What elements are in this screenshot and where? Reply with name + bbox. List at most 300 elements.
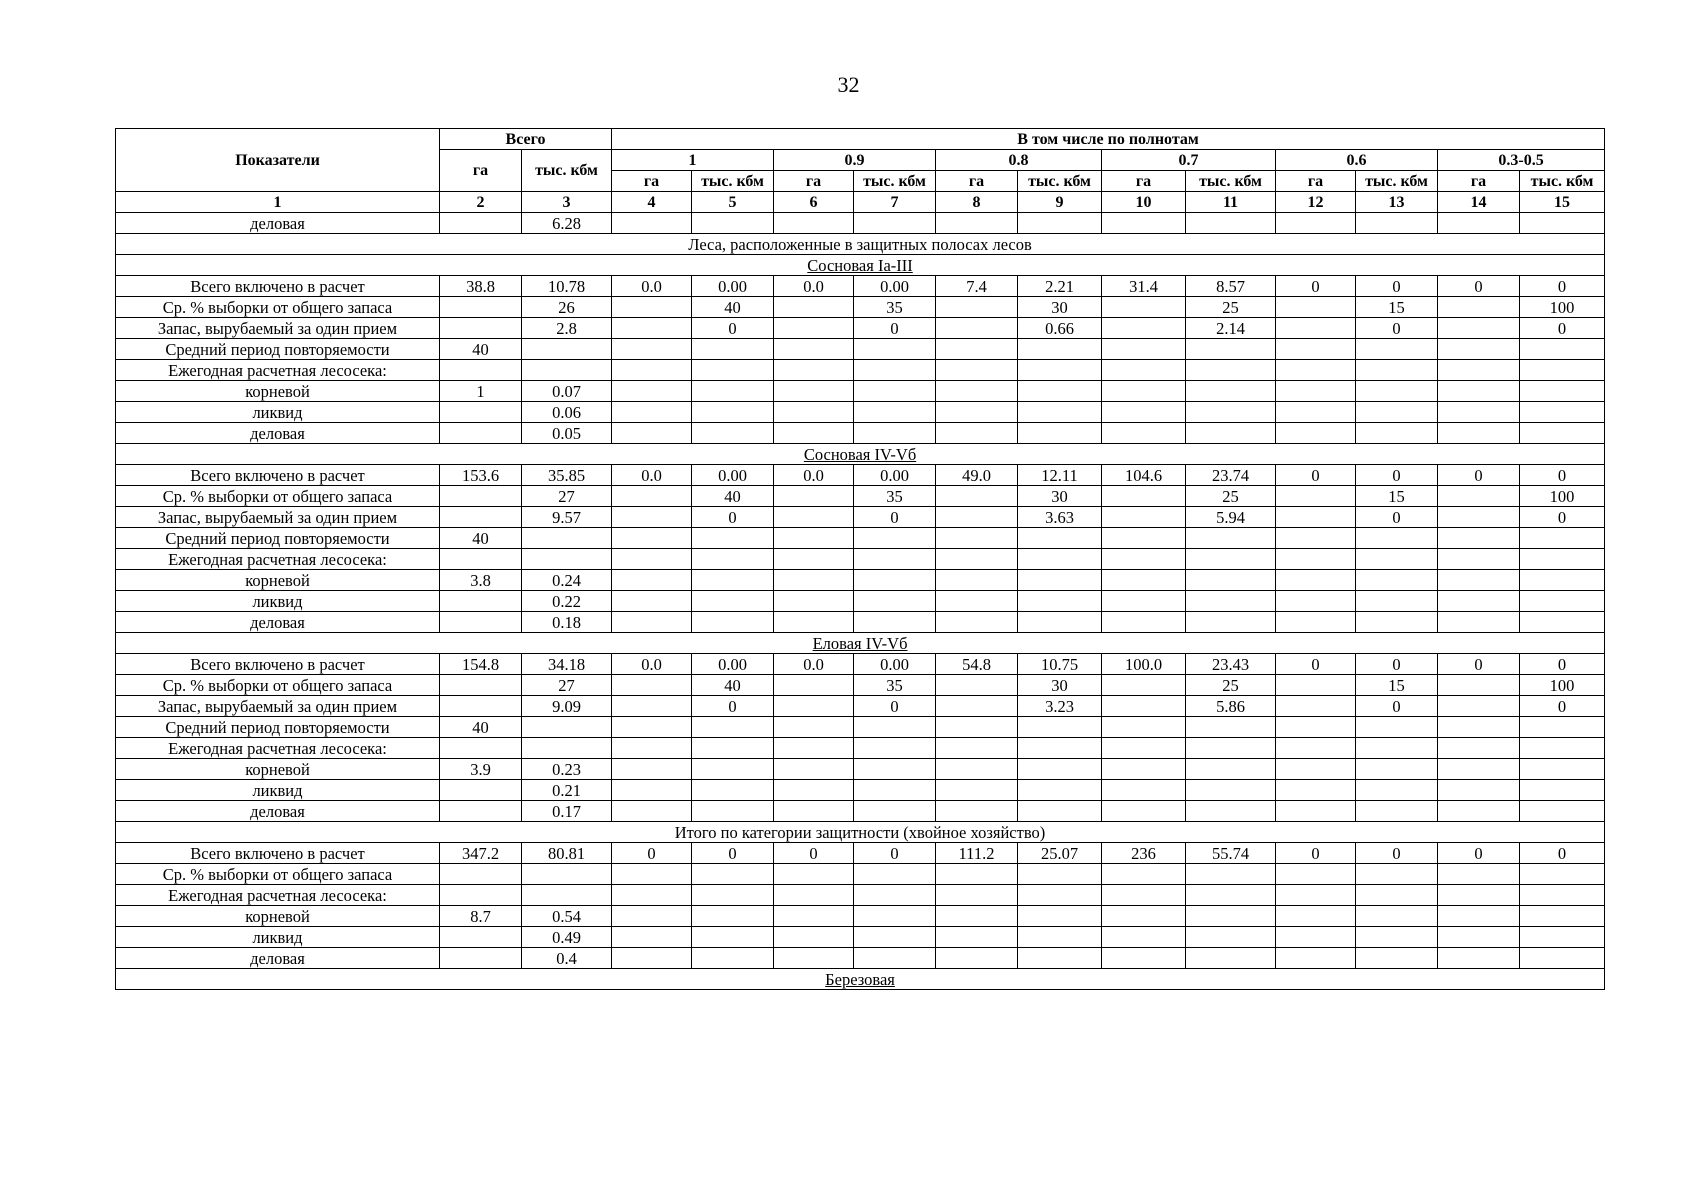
table-cell: 0	[692, 843, 774, 864]
header-total: Всего	[440, 129, 612, 150]
table-cell	[1102, 801, 1186, 822]
table-cell: 0.54	[522, 906, 612, 927]
table-cell: 25	[1186, 297, 1276, 318]
table-cell	[612, 213, 692, 234]
table-cell	[1520, 927, 1605, 948]
table-cell	[440, 612, 522, 633]
table-cell	[612, 381, 692, 402]
table-cell	[1018, 948, 1102, 969]
table-cell	[1186, 570, 1276, 591]
row-label: Ежегодная расчетная лесосека:	[116, 360, 440, 381]
row-label: Запас, вырубаемый за один прием	[116, 696, 440, 717]
table-cell	[936, 549, 1018, 570]
table-cell: 40	[692, 486, 774, 507]
table-row	[116, 423, 1605, 444]
table-row	[116, 759, 1605, 780]
table-cell	[854, 759, 936, 780]
table-cell	[1356, 885, 1438, 906]
table-cell	[854, 864, 936, 885]
table-cell	[854, 780, 936, 801]
table-cell	[612, 612, 692, 633]
table-cell	[774, 339, 854, 360]
table-cell: 34.18	[522, 654, 612, 675]
table-cell	[1520, 591, 1605, 612]
table-cell	[1520, 549, 1605, 570]
table-cell	[1186, 360, 1276, 381]
table-cell	[692, 738, 774, 759]
table-cell	[1018, 381, 1102, 402]
table-cell	[774, 948, 854, 969]
row-label: Запас, вырубаемый за один прием	[116, 507, 440, 528]
table-cell: 0.17	[522, 801, 612, 822]
table-cell: 0.05	[522, 423, 612, 444]
table-cell	[854, 591, 936, 612]
table-row	[116, 486, 1605, 507]
section-row	[116, 255, 1605, 276]
table-cell	[440, 486, 522, 507]
table-cell	[1520, 528, 1605, 549]
table-row	[116, 360, 1605, 381]
table-cell: 23.43	[1186, 654, 1276, 675]
table-cell	[692, 885, 774, 906]
table-cell: 9.57	[522, 507, 612, 528]
table-cell	[774, 402, 854, 423]
table-cell	[1356, 570, 1438, 591]
table-cell	[774, 507, 854, 528]
table-cell: 6.28	[522, 213, 612, 234]
table-cell: 0.0	[612, 465, 692, 486]
table-cell	[440, 675, 522, 696]
row-label: ликвид	[116, 402, 440, 423]
table-cell	[1102, 759, 1186, 780]
table-cell	[692, 780, 774, 801]
column-number: 2	[440, 192, 522, 213]
table-cell	[936, 528, 1018, 549]
table-cell	[612, 717, 692, 738]
table-cell	[1438, 675, 1520, 696]
table-cell: 40	[692, 297, 774, 318]
table-cell	[1102, 297, 1186, 318]
header-ha: га	[612, 171, 692, 192]
table-cell	[522, 339, 612, 360]
table-cell	[936, 360, 1018, 381]
table-cell	[1438, 801, 1520, 822]
table-cell: 0	[1356, 465, 1438, 486]
table-cell	[1520, 339, 1605, 360]
table-cell	[1102, 717, 1186, 738]
table-cell	[1438, 717, 1520, 738]
table-cell	[1438, 402, 1520, 423]
table-cell: 100	[1520, 486, 1605, 507]
table-cell: 0.0	[774, 465, 854, 486]
table-cell: 0	[1520, 843, 1605, 864]
row-label: Всего включено в расчет	[116, 654, 440, 675]
column-number: 3	[522, 192, 612, 213]
table-cell	[936, 591, 1018, 612]
table-row	[116, 738, 1605, 759]
table-cell	[522, 864, 612, 885]
section-title: Итого по категории защитности (хвойное хозяйство)	[116, 822, 1605, 843]
table-cell: 104.6	[1102, 465, 1186, 486]
table-cell	[612, 780, 692, 801]
table-cell	[692, 591, 774, 612]
row-label: Ежегодная расчетная лесосека:	[116, 549, 440, 570]
table-cell	[1356, 423, 1438, 444]
column-number: 9	[1018, 192, 1102, 213]
table-cell	[1018, 801, 1102, 822]
table-cell	[1102, 318, 1186, 339]
table-cell	[936, 297, 1018, 318]
row-label: деловая	[116, 612, 440, 633]
table-cell	[854, 948, 936, 969]
table-cell	[1102, 696, 1186, 717]
row-label: корневой	[116, 570, 440, 591]
table-cell	[692, 612, 774, 633]
header-ha: га	[1276, 171, 1356, 192]
table-cell	[1102, 864, 1186, 885]
table-cell	[692, 759, 774, 780]
forest-cutting-table	[115, 128, 1605, 990]
table-cell	[1520, 570, 1605, 591]
table-cell	[774, 528, 854, 549]
table-row	[116, 402, 1605, 423]
table-cell: 154.8	[440, 654, 522, 675]
row-label: ликвид	[116, 591, 440, 612]
table-cell	[1438, 213, 1520, 234]
table-cell: 0	[692, 318, 774, 339]
table-row	[116, 675, 1605, 696]
table-cell	[1438, 339, 1520, 360]
table-cell	[612, 675, 692, 696]
table-cell: 0	[1520, 276, 1605, 297]
table-cell	[522, 885, 612, 906]
row-label: деловая	[116, 948, 440, 969]
table-cell	[612, 402, 692, 423]
table-cell: 0.06	[522, 402, 612, 423]
table-cell	[1520, 717, 1605, 738]
table-cell	[854, 381, 936, 402]
table-cell	[692, 528, 774, 549]
table-cell	[1438, 297, 1520, 318]
table-cell	[774, 738, 854, 759]
table-cell: 0	[1520, 318, 1605, 339]
table-cell: 38.8	[440, 276, 522, 297]
table-cell: 0	[1276, 843, 1356, 864]
table-cell	[936, 612, 1018, 633]
table-cell	[612, 906, 692, 927]
table-cell	[1018, 864, 1102, 885]
table-cell	[692, 402, 774, 423]
column-number: 11	[1186, 192, 1276, 213]
table-cell	[612, 549, 692, 570]
table-cell: 0	[854, 696, 936, 717]
table-cell	[774, 486, 854, 507]
column-number: 4	[612, 192, 692, 213]
table-cell: 35	[854, 297, 936, 318]
table-cell	[1438, 927, 1520, 948]
table-cell	[1018, 759, 1102, 780]
row-label: Запас, вырубаемый за один прием	[116, 318, 440, 339]
table-cell	[936, 318, 1018, 339]
table-cell: 0	[1356, 843, 1438, 864]
table-cell	[854, 339, 936, 360]
table-cell	[1276, 591, 1356, 612]
table-cell	[1356, 528, 1438, 549]
table-row	[116, 549, 1605, 570]
table-cell	[1186, 927, 1276, 948]
table-cell: 9.09	[522, 696, 612, 717]
table-cell	[1276, 297, 1356, 318]
table-cell	[774, 864, 854, 885]
table-cell	[1356, 549, 1438, 570]
table-row	[116, 465, 1605, 486]
header-ha: га	[1102, 171, 1186, 192]
table-cell	[1520, 780, 1605, 801]
table-cell	[854, 885, 936, 906]
table-cell	[1276, 696, 1356, 717]
table-cell: 0	[1520, 465, 1605, 486]
table-cell	[1102, 360, 1186, 381]
table-cell	[1356, 339, 1438, 360]
table-cell	[1102, 675, 1186, 696]
table-cell	[692, 213, 774, 234]
table-cell: 0.18	[522, 612, 612, 633]
table-cell	[854, 927, 936, 948]
table-cell	[1520, 906, 1605, 927]
table-cell	[1018, 906, 1102, 927]
table-cell: 15	[1356, 297, 1438, 318]
table-cell	[1186, 780, 1276, 801]
table-row	[116, 612, 1605, 633]
table-cell	[612, 339, 692, 360]
header-ha: га	[774, 171, 854, 192]
table-cell: 100	[1520, 675, 1605, 696]
table-row	[116, 780, 1605, 801]
table-cell: 30	[1018, 297, 1102, 318]
column-number: 1	[116, 192, 440, 213]
table-cell: 153.6	[440, 465, 522, 486]
table-cell	[1276, 780, 1356, 801]
table-cell	[1356, 717, 1438, 738]
table-cell: 0	[1276, 654, 1356, 675]
table-cell	[692, 801, 774, 822]
table-cell	[1186, 717, 1276, 738]
row-label: Ежегодная расчетная лесосека:	[116, 738, 440, 759]
table-cell	[692, 381, 774, 402]
table-cell: 0.0	[612, 654, 692, 675]
table-cell	[440, 885, 522, 906]
table-cell	[1276, 612, 1356, 633]
table-cell	[612, 864, 692, 885]
table-cell: 1	[440, 381, 522, 402]
table-cell	[1276, 423, 1356, 444]
table-cell	[1276, 864, 1356, 885]
table-cell	[522, 549, 612, 570]
section-title: Еловая IV-Vб	[116, 633, 1605, 654]
table-cell	[1356, 381, 1438, 402]
table-cell	[692, 927, 774, 948]
table-cell	[612, 759, 692, 780]
table-cell	[1276, 675, 1356, 696]
table-row	[116, 381, 1605, 402]
table-row	[116, 843, 1605, 864]
table-cell	[1102, 612, 1186, 633]
column-number: 13	[1356, 192, 1438, 213]
row-label: Средний период повторяемости	[116, 717, 440, 738]
table-cell: 0	[1356, 696, 1438, 717]
table-cell: 0.00	[854, 276, 936, 297]
table-cell	[1018, 423, 1102, 444]
table-cell	[936, 339, 1018, 360]
table-cell	[612, 318, 692, 339]
table-cell	[1520, 360, 1605, 381]
table-cell: 0.0	[612, 276, 692, 297]
table-cell	[1276, 549, 1356, 570]
table-cell	[1102, 780, 1186, 801]
table-cell: 40	[440, 528, 522, 549]
table-cell	[1018, 780, 1102, 801]
header-volume: тыс. кбм	[692, 171, 774, 192]
table-cell	[774, 696, 854, 717]
table-cell	[1520, 738, 1605, 759]
table-cell	[1102, 738, 1186, 759]
table-cell: 0.66	[1018, 318, 1102, 339]
table-cell	[936, 717, 1018, 738]
table-cell	[1438, 528, 1520, 549]
table-cell: 55.74	[1186, 843, 1276, 864]
table-cell	[1186, 423, 1276, 444]
table-cell	[612, 486, 692, 507]
table-cell	[1276, 948, 1356, 969]
table-cell	[774, 318, 854, 339]
table-cell	[1102, 570, 1186, 591]
table-cell	[936, 402, 1018, 423]
table-cell	[1438, 381, 1520, 402]
section-title: Сосновая IV-Vб	[116, 444, 1605, 465]
table-cell: 27	[522, 675, 612, 696]
table-cell: 2.21	[1018, 276, 1102, 297]
table-cell	[1438, 696, 1520, 717]
table-cell	[1018, 339, 1102, 360]
table-cell: 0.00	[692, 465, 774, 486]
table-cell: 5.94	[1186, 507, 1276, 528]
table-cell: 7.4	[936, 276, 1018, 297]
row-label: Ежегодная расчетная лесосека:	[116, 885, 440, 906]
section-title: Березовая	[116, 969, 1605, 990]
table-cell	[774, 927, 854, 948]
table-cell	[1186, 612, 1276, 633]
row-label: Всего включено в расчет	[116, 276, 440, 297]
table-cell	[1520, 213, 1605, 234]
table-cell	[1102, 549, 1186, 570]
column-number-row	[116, 192, 1605, 213]
table-cell	[854, 906, 936, 927]
table-cell: 0	[1356, 654, 1438, 675]
row-label: ликвид	[116, 927, 440, 948]
table-cell	[1520, 612, 1605, 633]
table-cell	[936, 906, 1018, 927]
row-label: деловая	[116, 801, 440, 822]
table-cell	[1276, 381, 1356, 402]
table-cell	[612, 591, 692, 612]
table-cell: 8.57	[1186, 276, 1276, 297]
table-cell: 236	[1102, 843, 1186, 864]
table-header	[116, 129, 1605, 213]
table-cell: 35.85	[522, 465, 612, 486]
table-cell: 31.4	[1102, 276, 1186, 297]
table-cell	[1102, 507, 1186, 528]
table-cell	[1438, 318, 1520, 339]
table-cell	[522, 360, 612, 381]
table-row	[116, 276, 1605, 297]
table-cell	[1356, 738, 1438, 759]
page-number: 32	[837, 72, 860, 97]
table-cell	[612, 885, 692, 906]
table-cell	[854, 570, 936, 591]
table-cell	[936, 381, 1018, 402]
table-cell	[1438, 360, 1520, 381]
table-cell	[612, 507, 692, 528]
table-cell	[1276, 360, 1356, 381]
table-cell	[1018, 528, 1102, 549]
row-label: корневой	[116, 381, 440, 402]
table-cell: 0	[1520, 654, 1605, 675]
table-cell	[440, 423, 522, 444]
table-cell	[936, 780, 1018, 801]
row-label: Ср. % выборки от общего запаса	[116, 675, 440, 696]
table-body	[116, 213, 1605, 990]
table-cell	[612, 570, 692, 591]
table-cell: 100	[1520, 297, 1605, 318]
table-cell	[1356, 948, 1438, 969]
table-cell	[692, 948, 774, 969]
table-cell	[1356, 759, 1438, 780]
table-cell	[936, 927, 1018, 948]
section-title: Сосновая Ia-III	[116, 255, 1605, 276]
table-cell	[1356, 591, 1438, 612]
header-volume: тыс. кбм	[1356, 171, 1438, 192]
table-cell	[936, 213, 1018, 234]
column-number: 6	[774, 192, 854, 213]
header-volume: тыс. кбм	[854, 171, 936, 192]
table-cell	[612, 360, 692, 381]
table-row	[116, 885, 1605, 906]
table-cell: 111.2	[936, 843, 1018, 864]
table-cell	[1186, 402, 1276, 423]
table-cell: 0	[1356, 276, 1438, 297]
table-cell: 2.8	[522, 318, 612, 339]
table-row	[116, 864, 1605, 885]
table-cell	[1186, 591, 1276, 612]
table-cell: 0	[854, 318, 936, 339]
table-cell	[936, 948, 1018, 969]
table-cell	[1356, 612, 1438, 633]
table-cell: 3.63	[1018, 507, 1102, 528]
header-density: 0.8	[936, 150, 1102, 171]
table-cell	[1438, 759, 1520, 780]
table-cell	[1356, 801, 1438, 822]
column-number: 15	[1520, 192, 1605, 213]
header-indicators: Показатели	[116, 129, 440, 192]
table-cell	[1276, 927, 1356, 948]
table-cell: 3.23	[1018, 696, 1102, 717]
table-cell: 15	[1356, 486, 1438, 507]
table-cell	[692, 423, 774, 444]
table-cell	[1102, 381, 1186, 402]
table-cell	[936, 675, 1018, 696]
table-cell	[440, 591, 522, 612]
table-cell	[1186, 906, 1276, 927]
